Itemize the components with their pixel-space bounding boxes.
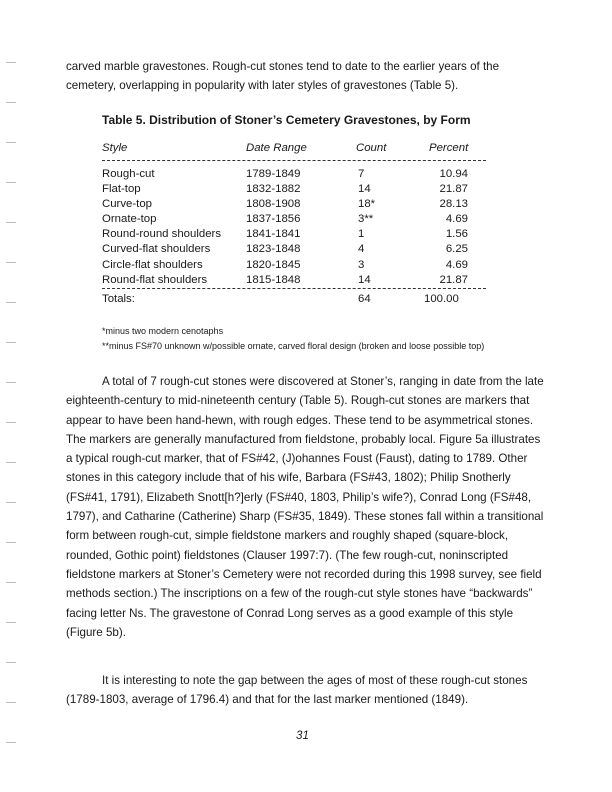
cell-date-range: 1808-1908 — [246, 198, 301, 211]
cell-date-range: 1832-1882 — [246, 183, 301, 196]
cell-style: Rough-cut — [102, 168, 155, 180]
table-footnote: *minus two modern cenotaphs — [102, 326, 224, 336]
cell-count: 4 — [358, 243, 365, 256]
cell-percent: 28.13 — [439, 198, 468, 211]
totals-label: Totals: — [102, 293, 135, 305]
cell-style: Round-flat shoulders — [102, 273, 208, 286]
column-header-style: Style — [102, 142, 128, 154]
cell-date-range: 1837-1856 — [246, 213, 301, 226]
page-number: 31 — [296, 729, 309, 742]
cell-count: 18* — [358, 198, 376, 211]
margin-tick — [6, 142, 16, 143]
cell-style: Flat-top — [102, 183, 141, 196]
margin-tick — [6, 622, 16, 623]
cell-percent: 6.25 — [445, 243, 468, 256]
margin-tick — [6, 662, 16, 663]
cell-count: 3** — [358, 213, 374, 226]
cell-date-range: 1823-1848 — [246, 243, 301, 256]
cell-count: 7 — [358, 168, 365, 180]
margin-tick — [6, 742, 16, 743]
table-title: Table 5. Distribution of Stoner’s Cemetery Gravestones, by Form — [102, 113, 471, 127]
cell-date-range: 1820-1845 — [246, 258, 301, 271]
cell-style: Curved-flat shoulders — [102, 243, 211, 256]
margin-tick — [6, 222, 16, 223]
column-header-count: Count — [356, 142, 387, 154]
margin-tick — [6, 462, 16, 463]
margin-tick — [6, 342, 16, 343]
cell-count: 3 — [358, 258, 365, 271]
cell-style: Ornate-top — [102, 213, 157, 226]
margin-tick — [6, 502, 16, 503]
body-paragraph: A total of 7 rough-cut stones were discovered at Stoner’s, ranging in date from the late eighteenth-century to mid-nineteenth century (Table 5). Rough-cut stones are markers that appear to have been hand-hewn, with rough edges. These tend to be asymmetrical stones. The markers are generally manufactured from fieldstone, probably local. Figure 5a illustrates a typical rough-cut marker, that of FS#42, (J)ohannes Foust (Faust), dating to 1789. Other stones in this category include that of his wife, Barbara (FS#43, 1802); Philip Snotherly (FS#41, 1791), Elizabeth Snott[h?]erly (FS#40, 1803, Philip’s wife?), Conrad Long (FS#48, 1797), and Catharine (Catherine) Sharp (FS#35, 1849). These stones fall within a transitional form between rough-cut, simple fieldstone markers and roughly shaped (square-block, rounded, Gothic point) fieldstones (Clauser 1997:7). (The few rough-cut, noninscripted fieldstone markers at Stoner’s Cemetery were not recorded during this 1998 survey, see field methods section.) The inscriptions on a few of the rough-cut style stones have “backwards” facing letter Ns. The gravestone of Conrad Long serves as a good example of this style (Figure 5b). — [66, 375, 544, 639]
table-rule-bottom — [102, 288, 486, 289]
totals-percent: 100.00 — [424, 293, 459, 305]
margin-tick — [6, 422, 16, 423]
table-footnote: **minus FS#70 unknown w/possible ornate, carved floral design (broken and loose possible top) — [102, 341, 485, 351]
margin-tick — [6, 582, 16, 583]
column-header-date-range: Date Range — [246, 142, 307, 154]
margin-tick — [6, 542, 16, 543]
margin-tick — [6, 62, 16, 63]
cell-percent: 4.69 — [445, 258, 468, 271]
cell-date-range: 1815-1848 — [246, 273, 301, 286]
body-paragraph: It is interesting to note the gap between the ages of most of these rough-cut stones (1789-1803, average of 1796.4) and that for the last marker mentioned (1849). — [66, 674, 528, 707]
margin-tick — [6, 302, 16, 303]
margin-tick — [6, 702, 16, 703]
cell-date-range: 1789-1849 — [246, 168, 301, 180]
cell-percent: 1.56 — [445, 228, 468, 241]
cell-percent: 21.87 — [439, 273, 468, 286]
cell-percent: 21.87 — [439, 183, 468, 196]
margin-tick — [6, 262, 16, 263]
cell-count: 14 — [358, 273, 371, 286]
cell-percent: 10.94 — [439, 168, 468, 180]
cell-count: 1 — [358, 228, 365, 241]
cell-style: Round-round shoulders — [102, 228, 222, 241]
cell-style: Curve-top — [102, 198, 153, 211]
cell-count: 14 — [358, 183, 371, 196]
table-rule-top — [102, 160, 486, 161]
cell-date-range: 1841-1841 — [246, 228, 301, 241]
cell-style: Circle-flat shoulders — [102, 258, 203, 271]
margin-tick — [6, 382, 16, 383]
column-header-percent: Percent — [429, 142, 469, 154]
totals-count: 64 — [358, 293, 371, 305]
cell-percent: 4.69 — [445, 213, 468, 226]
intro-paragraph: carved marble gravestones. Rough-cut stones tend to date to the earlier years of the cemetery, overlapping in popularity with later styles of gravestones (Table 5). — [66, 60, 500, 93]
margin-tick — [6, 102, 16, 103]
margin-tick — [6, 182, 16, 183]
